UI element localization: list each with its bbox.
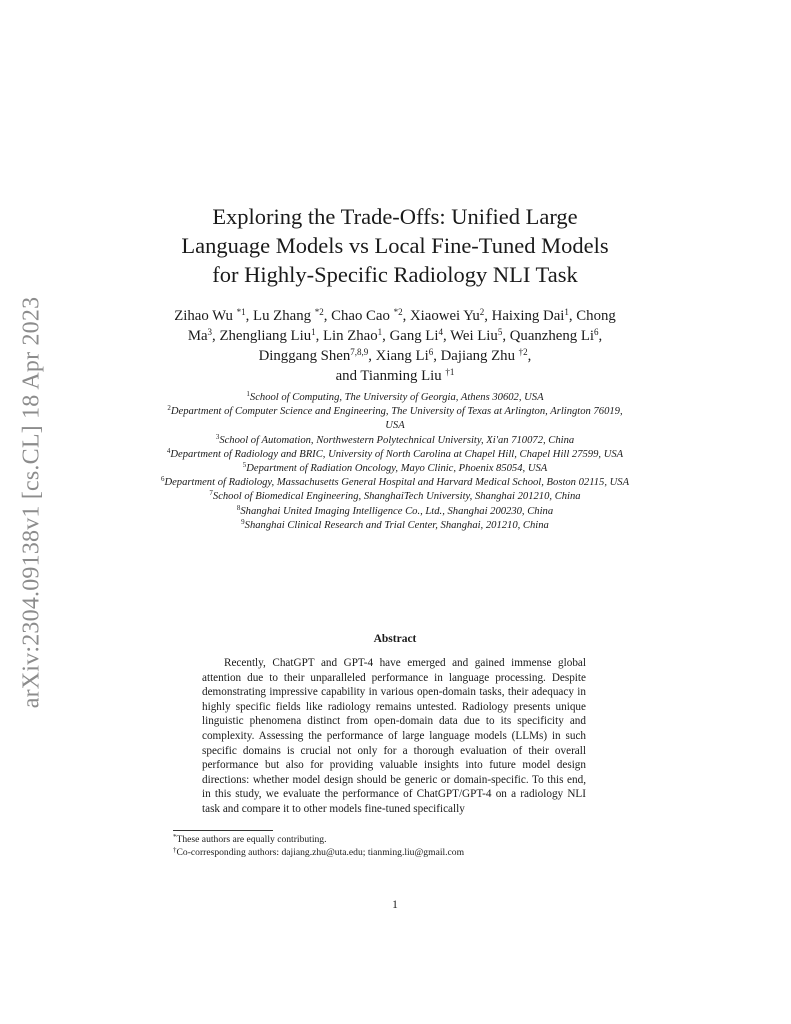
affiliation-item	[160, 391, 630, 405]
affiliation-number: 8	[236, 503, 241, 512]
author-mark: 1	[564, 307, 569, 317]
footnote-divider	[173, 830, 273, 831]
affiliation-text: Shanghai United Imaging Intelligence Co., Ltd., Shanghai 200230, China	[240, 505, 554, 517]
author-name: Tianming Liu	[360, 368, 442, 384]
affiliation-number: 5	[242, 461, 247, 470]
footnote-mark: *	[173, 833, 177, 841]
affiliation-item	[160, 405, 630, 433]
author-name: Dinggang Shen	[258, 348, 351, 364]
affiliation-text: Department of Radiology and BRIC, University of North Carolina at Chapel Hill, Chapel Hill 27599, USA	[170, 448, 624, 460]
author-name: Haixing Dai	[491, 308, 565, 324]
author-mark: 1	[311, 327, 316, 337]
author-mark: 7,8,9	[350, 347, 369, 357]
affiliation-text: School of Biomedical Engineering, ShanghaiTech University, Shanghai 201210, China	[212, 491, 581, 503]
affiliation-item	[160, 490, 630, 504]
author-mark: 1	[377, 327, 383, 337]
arxiv-identifier: arXiv:2304.09138v1 [cs.CL] 18 Apr 2023	[18, 296, 45, 708]
author-mark: 6	[593, 327, 599, 337]
author-name: Lin Zhao	[323, 328, 378, 344]
affiliation-text: Department of Radiology, Massachusetts General Hospital and Harvard Medical School, Boston 02115, USA	[164, 477, 630, 489]
author-name: Dajiang Zhu	[440, 348, 515, 364]
paper-title	[160, 202, 630, 289]
author-name: Xiaowei Yu	[410, 308, 480, 324]
abstract-heading: Abstract	[373, 633, 417, 645]
author-mark: *2	[314, 307, 324, 317]
affiliation-item	[160, 519, 630, 533]
author-mark: 4	[438, 327, 443, 337]
footnote-mark: †	[173, 846, 177, 854]
footnote-text: Co-corresponding authors: dajiang.zhu@uta.edu; tianming.liu@gmail.com	[176, 847, 465, 858]
author-name: Zihao Wu	[174, 308, 233, 324]
affiliation-text: Department of Computer Science and Engineering, The University of Texas at Arlington, Arlington 76019, USA	[170, 406, 623, 432]
author-mark: 6	[428, 347, 434, 357]
affiliation-list	[160, 391, 630, 533]
author-name: Xiang Li	[375, 348, 429, 364]
page-number: 1	[392, 899, 398, 911]
author-name: Wei Liu	[450, 328, 498, 344]
title-line: for Highly-Specific Radiology NLI Task	[212, 262, 578, 287]
abstract-text: Recently, ChatGPT and GPT-4 have emerged and gained immense global attention due to their unparalleled performance in language processing. Despite demonstrating impressive capability in various open-domain tasks, their adequacy in highly specific fields like radiology remains untested. Radiology presents unique linguistic phenomena distinct from open-domain data due to its specificity and complexity. Assessing the performance of large language models (LLMs) in such specific domains is crucial not only for a thorough evaluation of their overall performance but also for providing valuable insights into future model design directions: whether model design should be generic or domain-specific. To this end, in this study, we evaluate the performance of ChatGPT/GPT-4 on a radiology NLI task and compare it to other models fine-tuned specifically	[202, 657, 586, 815]
arxiv-sidebar	[14, 272, 50, 732]
affiliation-number: 3	[215, 432, 220, 441]
author-mark: *1	[236, 307, 246, 317]
affiliation-number: 6	[160, 475, 165, 484]
author-mark: 2	[479, 307, 485, 317]
affiliation-text: School of Automation, Northwestern Polytechnical University, Xi'an 710072, China	[219, 434, 575, 446]
author-list: Zihao Wu $^{*1}$, Lu Zhang $^{*2}$, Chao Cao $^{*2}$, Xiaowei Yu$^2$, Haixing Dai$^1$, Chong Ma$^3$, Zhengliang Liu$^1$, Lin Zhao$^1$, Gang Li$^4$, Wei Liu$^5$, Quanzheng Li$^6$, Dinggang Shen$^{7,8,9}$, Xiang Li$^6$, Dajiang Zhu $^{\dagger 2}$, and Tianming Liu $^{\dagger 1}$	[174, 307, 616, 384]
affiliation-number: 1	[246, 390, 250, 398]
affiliation-number: 7	[209, 489, 213, 498]
footnote-item	[173, 846, 613, 859]
affiliation-item	[160, 505, 630, 519]
author-mark: *2	[393, 307, 403, 317]
title-line: Language Models vs Local Fine-Tuned Models	[181, 233, 609, 258]
affiliation-text: Department of Radiation Oncology, Mayo Clinic, Phoenix 85054, USA	[246, 463, 548, 475]
affiliation-item	[160, 476, 630, 490]
footnote-item	[173, 833, 613, 846]
author-mark: †1	[445, 367, 455, 377]
affiliation-item	[160, 448, 630, 462]
author-name: Gang Li	[389, 328, 439, 344]
title-line: Exploring the Trade-Offs: Unified Large	[212, 204, 578, 229]
author-name: Zhengliang Liu	[219, 328, 312, 344]
author-name: Chao Cao	[331, 308, 390, 324]
affiliation-number: 9	[241, 517, 245, 526]
affiliation-item	[160, 462, 630, 476]
author-mark: †2	[518, 347, 528, 357]
author-mark: 5	[497, 327, 503, 337]
affiliation-number: 2	[167, 404, 171, 413]
author-mark: 3	[207, 327, 213, 337]
affiliation-text: Shanghai Clinical Research and Trial Center, Shanghai, 201210, China	[244, 519, 549, 531]
author-name: Quanzheng Li	[509, 328, 594, 344]
author-name: Chong Ma	[187, 308, 616, 344]
affiliation-item	[160, 434, 630, 448]
affiliation-number: 4	[166, 446, 171, 455]
footnote-list	[173, 833, 613, 859]
footnote-text: These authors are equally contributing.	[176, 834, 327, 845]
author-name: Lu Zhang	[253, 308, 311, 324]
affiliation-text: School of Computing, The University of Georgia, Athens 30602, USA	[249, 392, 544, 403]
